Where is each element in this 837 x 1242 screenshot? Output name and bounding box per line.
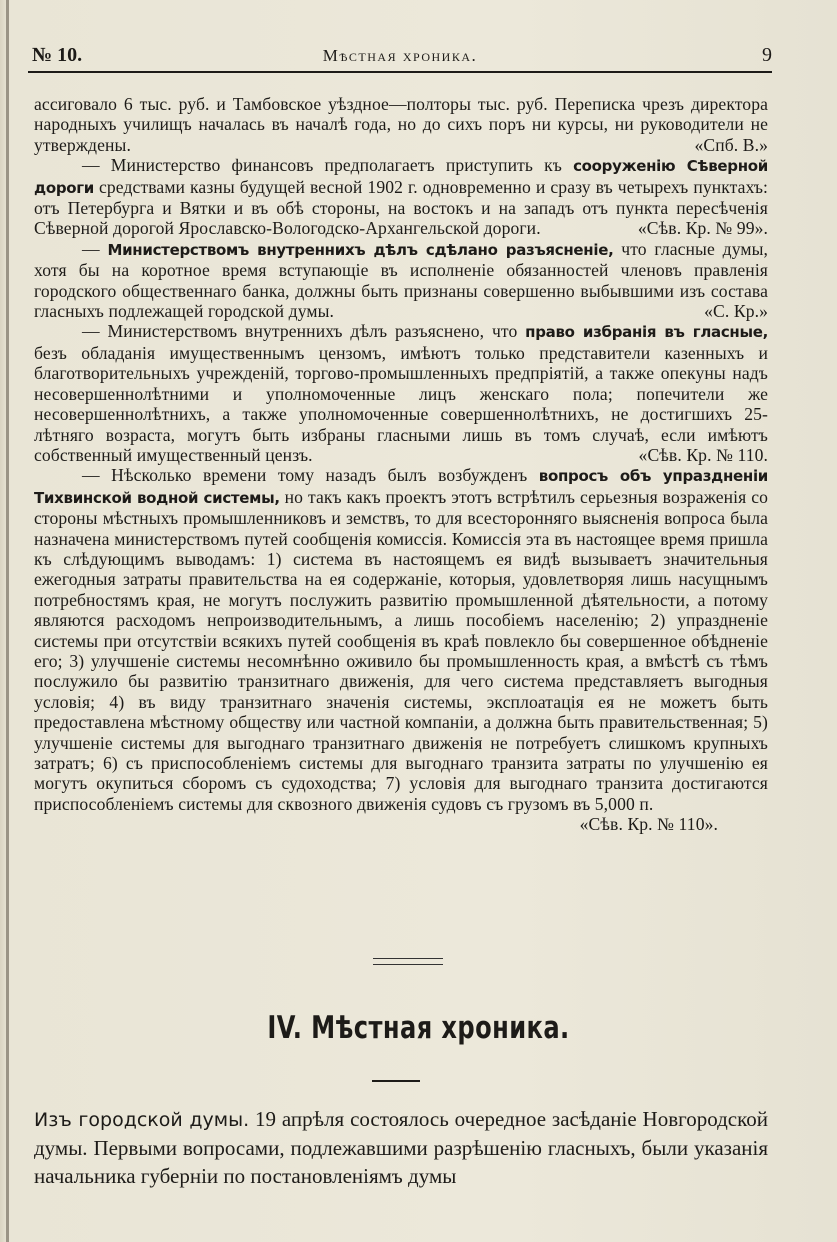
news-paragraph: — Нѣсколько времени тому назадъ былъ возбужденъ вопросъ объ упраздненіи Тихвинской водной системы, но такъ какъ проектъ этотъ встрѣтилъ серьезныя возраженія со стороны мѣстныхъ промышленниковъ и земствъ, то для всесторонняго выясненія вопроса была назначена министерствомъ путей сообщенія комиссія. Комиссія эта въ настоящее время пришла къ слѣдующимъ выводамъ: 1) система въ настоящемъ ея видѣ вызываетъ значительныя ежегодныя затраты правительства на ея содержаніе, которыя, удовлетворяя лишь насущнымъ потребностямъ края, не могутъ послужить развитію промышленной дѣятельности, а потому являются расходомъ непроизводительнымъ, а лишь пособіемъ населенію; 2) упраздненіе системы при отсутствіи всякихъ путей сообщенія въ краѣ повлекло бы совершенное обѣдненіе его; 3) улучшеніе системы несомнѣнно оживило бы промышленность края, а вмѣстѣ съ тѣмъ послужило бы развитію транзитнаго движенія, для чего система представляетъ выгодныя условія; 4) въ виду транзитнаго значенія системы, эксплоатація ея не можетъ быть предоставлена мѣстному обществу или частной компаніи, а должна быть правительственная; 5) улучшеніе системы для выгоднаго транзитнаго движенія не потребуетъ слишкомъ крупныхъ затратъ; 6) съ приспособленіемъ системы для выгоднаго транзита затраты по улучшенію ея могутъ окупиться сборомъ съ судоходства; 7) условія для выгоднаго транзита достигаются приспособленіемъ системы для сквозного движенія судовъ съ грузомъ въ 5,000 п.	[34, 465, 768, 814]
section-divider	[373, 958, 443, 965]
news-paragraph: — Министерство финансовъ предполагаетъ приступить къ сооруженію Сѣверной дороги средствами казны будущей весной 1902 г. одновременно и сразу въ четырехъ пунктахъ: отъ Петербурга и Вятки и въ обѣ стороны, на востокъ и на западъ отъ пункта пересѣченія Сѣверной дорогой Ярославско-Вологодско-Архангельской дороги. «Сѣв. Кр. № 99».	[34, 155, 769, 239]
news-column	[34, 94, 768, 835]
section-body	[34, 1105, 768, 1190]
news-source: «Сѣв. Кр. № 110.	[638, 444, 768, 465]
section-heading: IV. Мѣстная хроника.	[267, 1010, 570, 1046]
news-source: «Сѣв. Кр. № 99».	[637, 218, 768, 239]
binding-edge	[6, 0, 9, 1242]
section-text: 19 апрѣля состоялось очередное засѣданіе Новгородской думы. Первыми вопросами, подлежавшими разрѣшенію гласныхъ, были указанія начальника губерніи по постановленіямъ думы	[34, 1107, 768, 1188]
news-source: «С. Кр.»	[704, 301, 768, 322]
news-emphasis: вопросъ объ упраздненіи Тихвинской водной системы,	[34, 467, 768, 507]
page-number: 9	[762, 44, 772, 66]
news-emphasis: сооруженію Сѣверной дороги	[34, 157, 768, 197]
header-rule	[28, 71, 772, 73]
issue-number: № 10.	[32, 44, 83, 66]
lead-in: Изъ городской думы.	[34, 1109, 250, 1131]
heading-rule	[372, 1080, 420, 1082]
news-paragraph: ассиговало 6 тыс. руб. и Тамбовское уѣздное—полторы тыс. руб. Переписка чрезъ директора народныхъ училищъ началась въ началѣ года, но до сихъ поръ ни курсы, ни руководители не утверждены. «Спб. В.»	[34, 94, 768, 155]
news-source: «Спб. В.»	[694, 134, 768, 155]
page-header	[28, 44, 772, 74]
running-title: Мѣстная хроника.	[322, 46, 478, 65]
news-source: «Сѣв. Кр. № 110».	[579, 814, 718, 835]
news-paragraph: — Министерствомъ внутреннихъ дѣлъ разъяснено, что право избранія въ гласные, безъ обладанія имущественнымъ цензомъ, имѣютъ только представители казенныхъ и благотворительныхъ учрежденій, торгово-промышленныхъ предпріятій, а также опекуны надъ несовершеннолѣтними и уполномоченные лицъ женскаго пола; попечители же несовершеннолѣтнихъ, а также уполномоченные совершеннолѣтнихъ, не достигшихъ 25-лѣтняго возраста, могутъ быть избраны гласными лишь въ томъ случаѣ, если имѣютъ собственный имущественный цензъ. «Сѣв. Кр. № 110.	[34, 321, 769, 465]
news-emphasis: Министерствомъ внутреннихъ дѣлъ сдѣлано разъясненіе,	[107, 240, 614, 259]
news-emphasis: право избранія въ гласные,	[525, 323, 769, 342]
news-paragraph: — Министерствомъ внутреннихъ дѣлъ сдѣлано разъясненіе, что гласные думы, хотя бы на коротное время вступающіе въ исполненіе обязанностей членовъ правленія городского общественнаго банка, должны быть признаны совершенно выбывшими изъ состава гласныхъ подлежащей городской думы. «С. Кр.»	[34, 238, 769, 322]
